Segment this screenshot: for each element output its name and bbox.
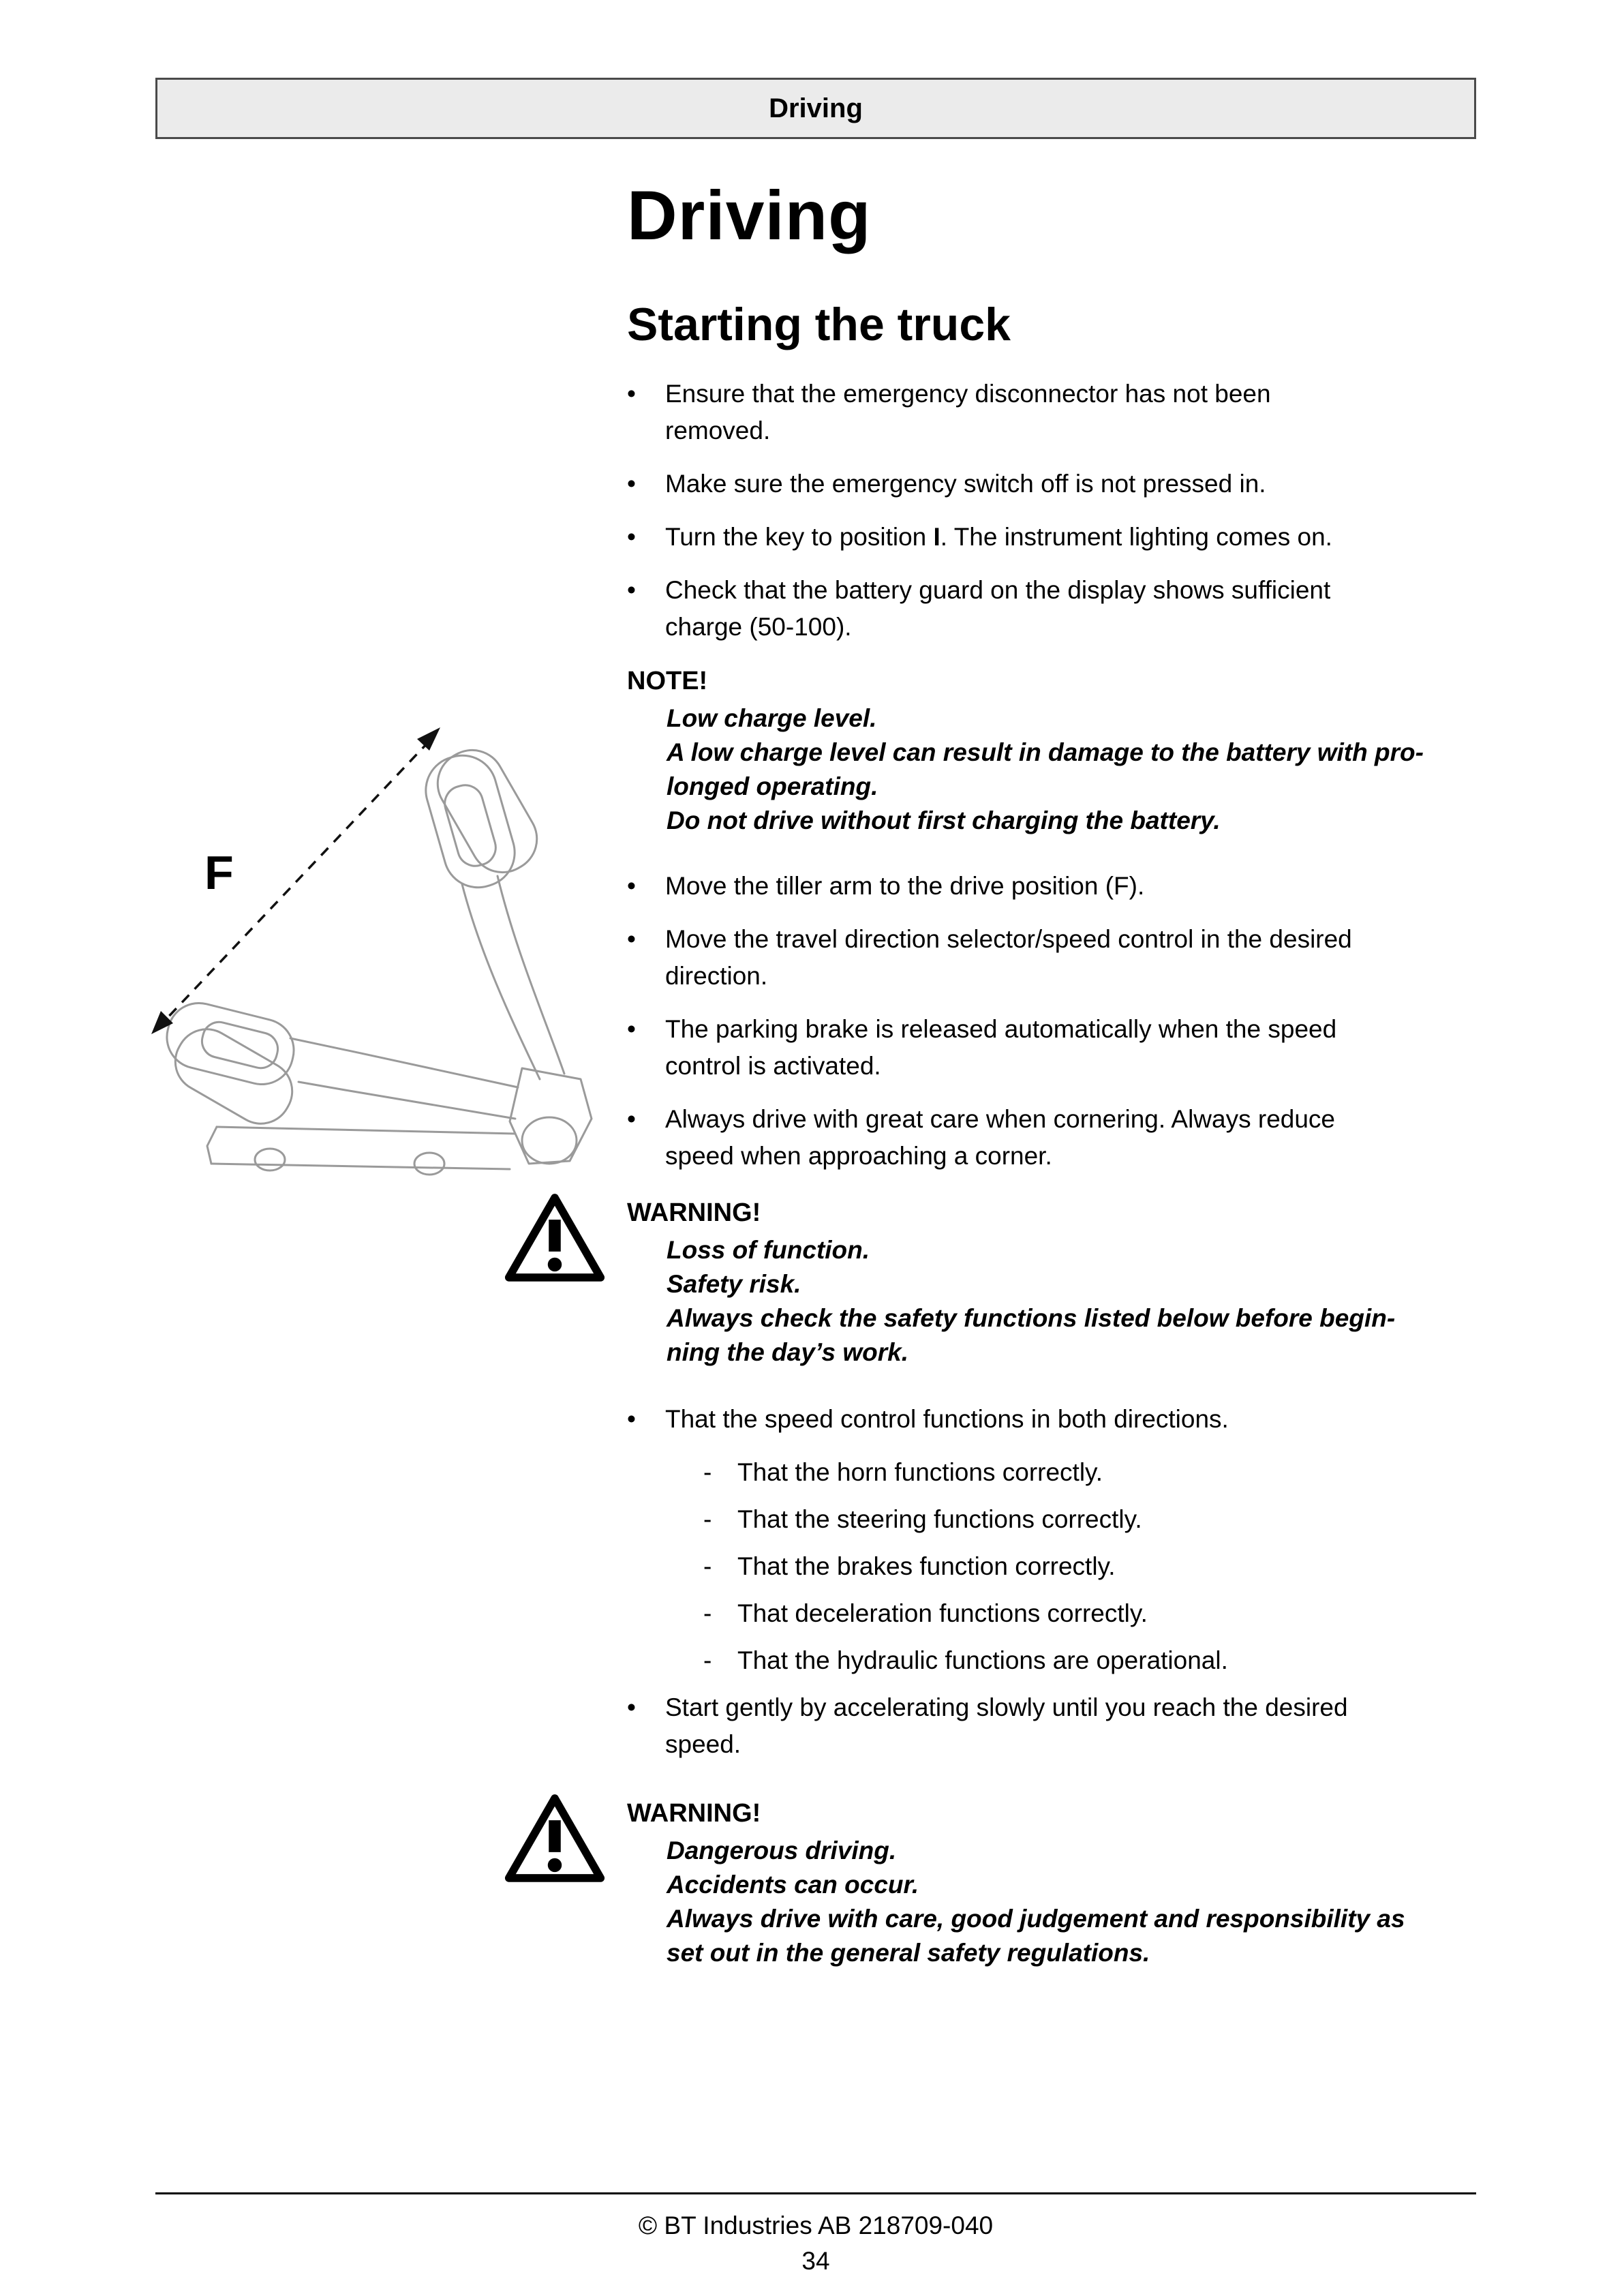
list-item [627,921,1486,995]
bullet-marker: • [627,576,636,604]
text-line: Loss of function. [667,1236,870,1264]
bullet-marker: • [627,1693,636,1721]
list-item [627,1689,1486,1763]
page-title: Driving [627,177,872,254]
bullet-marker: • [627,925,636,953]
list-item [627,1011,1486,1085]
dash-marker: - [703,1646,712,1674]
list-item [627,1401,1486,1438]
dash-marker: - [703,1552,712,1580]
text-line: Ensure that the emergency disconnector has not been [665,380,1271,408]
warning-body [667,1233,1486,1370]
warning-body [667,1834,1486,1970]
sub-check-item [703,1501,1486,1538]
warning-triangle-icon [503,1790,607,1884]
text-line: Do not drive without first charging the battery. [667,806,1221,834]
text-line: Safety risk. [667,1270,801,1298]
text-line: Dangerous driving. [667,1837,897,1864]
bullet-marker: • [627,523,636,551]
warning-block-dangerous-driving [627,1794,1486,1970]
safety-check-list [627,1401,1486,1763]
text-line: The parking brake is released automatically when the speed [665,1015,1337,1043]
sub-check-item [703,1642,1486,1679]
warning-label: WARNING! [627,1799,761,1828]
text-line: That the speed control functions in both directions. [665,1405,1229,1433]
running-header-title: Driving [769,93,863,123]
text-line: Accidents can occur. [667,1871,919,1899]
text-line: That the brakes function correctly. [737,1552,1116,1580]
note-block [627,662,1486,838]
list-item [627,868,1486,905]
text-line: That deceleration functions correctly. [737,1599,1148,1627]
sub-check-item [703,1454,1486,1491]
text-segment: . The instrument lighting comes on. [940,523,1332,551]
warning-block-safety-functions [627,1194,1486,1370]
safety-sub-checks [703,1454,1486,1679]
text-line: A low charge level can result in damage to the battery with pro- [667,738,1424,766]
text-line: Make sure the emergency switch off is not pressed in. [665,470,1266,498]
text-line: longed operating. [667,772,878,800]
text-segment: Turn the key to position [665,523,934,551]
tiller-range-arrow [151,727,440,1034]
text-line: speed when approaching a corner. [665,1142,1052,1170]
text-line: That the horn functions correctly. [737,1458,1103,1486]
warning-triangle-icon [503,1190,607,1284]
text-line: Always check the safety functions listed below before begin- [667,1304,1396,1332]
tiller-arm-drawing-icon [136,719,622,1184]
main-content [627,176,1486,2002]
text-line: direction. [665,962,768,990]
bullet-marker: • [627,1105,636,1133]
dash-marker: - [703,1599,712,1627]
key-position-label: I [933,523,940,551]
bullet-marker: • [627,470,636,498]
dash-marker: - [703,1458,712,1486]
note-body [667,701,1486,838]
bullet-marker: • [627,1015,636,1043]
text-line: Check that the battery guard on the display shows sufficient [665,576,1331,604]
drive-position-f-label: F [204,846,234,899]
section-title: Starting the truck [627,299,1011,350]
text-line: Always drive with care, good judgement and responsibility as [667,1905,1405,1933]
driving-steps [627,868,1486,1175]
text-line: Start gently by accelerating slowly until you reach the desired [665,1693,1348,1721]
sub-check-item [703,1548,1486,1585]
list-item [627,519,1486,556]
bullet-marker: • [627,380,636,408]
sub-check-item [703,1595,1486,1632]
page-footer [155,2192,1476,2279]
running-header [155,78,1476,139]
text-line: control is activated. [665,1052,881,1080]
text-line: Always drive with great care when cornering. Always reduce [665,1105,1336,1133]
list-item [627,572,1486,646]
text-line: Move the travel direction selector/speed control in the desired [665,925,1352,953]
text-line: speed. [665,1730,741,1758]
list-item [627,1101,1486,1175]
text-line: Move the tiller arm to the drive position (F). [665,872,1145,900]
text-line: That the steering functions correctly. [737,1505,1142,1533]
bullet-marker: • [627,1405,636,1433]
text-line: Low charge level. [667,704,877,732]
warning-label: WARNING! [627,1198,761,1227]
text-line: set out in the general safety regulations. [667,1939,1150,1967]
page-number: 34 [801,2247,830,2275]
copyright-text: © BT Industries AB 218709-040 [638,2211,994,2239]
text-line: That the hydraulic functions are operational. [737,1646,1228,1674]
text-line: charge (50-100). [665,613,852,641]
text-line [665,519,1486,556]
dash-marker: - [703,1505,712,1533]
list-item [627,466,1486,502]
footer-divider [155,2192,1476,2194]
text-line: ning the day’s work. [667,1338,909,1366]
startup-checklist [627,376,1486,646]
text-line: removed. [665,417,771,444]
bullet-marker: • [627,872,636,900]
list-item [627,376,1486,449]
tiller-arm-figure [136,719,622,1184]
note-label: NOTE! [627,667,708,695]
